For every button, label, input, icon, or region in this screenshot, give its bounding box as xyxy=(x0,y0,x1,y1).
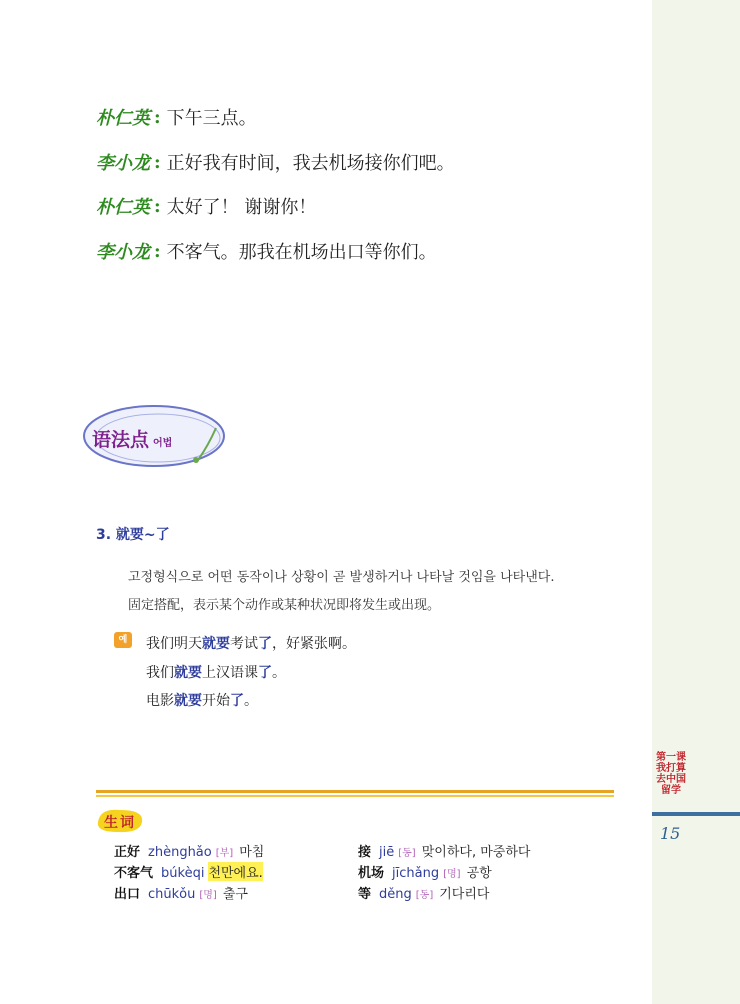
vocab-rule xyxy=(96,795,614,797)
example-sentence xyxy=(146,662,286,682)
example-text: 我们 xyxy=(146,665,174,681)
vocab-entry xyxy=(114,862,263,881)
vocab-pinyin: děng xyxy=(379,887,412,902)
grammar-badge-sub: 어법 xyxy=(153,438,173,449)
speaker: 李小龙 xyxy=(96,242,150,263)
example-text: 。 xyxy=(244,693,258,709)
example-keyword: 就要 xyxy=(174,693,202,709)
vocab-pinyin: búkèqi xyxy=(161,866,205,881)
speaker-colon: : xyxy=(154,240,161,262)
grammar-badge-title: 语法点 xyxy=(92,429,150,451)
lesson-title: 第一课 我打算去中国留学 xyxy=(656,752,686,796)
vocab-entry xyxy=(358,862,492,881)
section-title: 3. 就要~了 xyxy=(96,527,170,543)
example-text: 开始 xyxy=(202,693,230,709)
vocab-word: 不客气 xyxy=(114,866,154,881)
example-text: 。 xyxy=(272,665,286,681)
vocab-word: 机场 xyxy=(358,866,385,881)
explanation-korean: 고정형식으로 어떤 동작이나 상황이 곧 발생하거나 나타날 것임을 나타낸다. xyxy=(128,570,555,585)
vocab-entry xyxy=(358,841,530,860)
dialogue-line xyxy=(96,149,455,175)
speaker-colon: : xyxy=(154,195,161,217)
example-icon: 예 xyxy=(114,632,132,648)
example-text: 电影 xyxy=(146,693,174,709)
example-text: 考试 xyxy=(230,636,258,652)
example-sentence xyxy=(146,633,356,653)
utterance: 太好了！ 谢谢你！ xyxy=(166,197,317,218)
vocab-word: 等 xyxy=(358,887,372,902)
vocab-word: 正好 xyxy=(114,845,141,860)
example-keyword: 就要 xyxy=(202,636,230,652)
vocab-rule xyxy=(96,790,614,793)
speaker: 朴仁英 xyxy=(96,108,150,129)
vocab-meaning: 공항 xyxy=(466,866,492,881)
speaker: 李小龙 xyxy=(96,153,150,174)
dialogue-line xyxy=(96,104,257,130)
vocab-pos: [명] xyxy=(443,869,461,880)
vocab-entry xyxy=(114,883,248,902)
vocab-pos: [동] xyxy=(415,890,434,901)
vocab-entry xyxy=(114,841,264,860)
example-text: 我们明天 xyxy=(146,636,202,652)
vocab-meaning: 천만에요. xyxy=(208,862,262,881)
dialogue-line xyxy=(96,193,316,219)
vocab-pos: [동] xyxy=(398,848,416,859)
vocab-pinyin: jīchǎng xyxy=(392,866,440,881)
example-keyword: 了 xyxy=(258,636,272,652)
side-margin xyxy=(652,0,740,1004)
speaker-colon: : xyxy=(154,151,161,173)
vocab-word: 接 xyxy=(358,845,372,860)
speaker: 朴仁英 xyxy=(96,197,150,218)
vocab-meaning: 맞이하다, 마중하다 xyxy=(421,845,531,860)
vocab-meaning: 출구 xyxy=(222,887,248,902)
vocab-pinyin: chūkǒu xyxy=(148,887,196,902)
grammar-badge xyxy=(92,425,172,452)
vocab-label: 生词 xyxy=(104,815,136,831)
side-divider xyxy=(652,812,740,816)
vocab-entry xyxy=(358,883,489,902)
explanation-chinese: 固定搭配，表示某个动作或某种状况即将发生或出现。 xyxy=(128,598,441,613)
vocab-pos: [명] xyxy=(199,890,217,901)
example-keyword: 就要 xyxy=(174,665,202,681)
example-text: 上汉语课 xyxy=(202,665,258,681)
vocab-pinyin: jiē xyxy=(379,845,395,860)
utterance: 正好我有时间，我去机场接你们吧。 xyxy=(166,153,455,174)
example-sentence xyxy=(146,690,258,710)
page-number: 15 xyxy=(660,824,681,843)
vocab-meaning: 마침 xyxy=(239,845,265,860)
speaker-colon: : xyxy=(154,106,161,128)
vocab-word: 出口 xyxy=(114,887,141,902)
example-text: ，好紧张啊。 xyxy=(272,636,356,652)
example-keyword: 了 xyxy=(258,665,272,681)
vocab-pinyin: zhènghǎo xyxy=(148,845,212,860)
vocab-pos: [부] xyxy=(215,848,234,859)
utterance: 不客气。那我在机场出口等你们。 xyxy=(166,242,437,263)
dialogue-line xyxy=(96,238,437,264)
example-keyword: 了 xyxy=(230,693,244,709)
utterance: 下午三点。 xyxy=(166,108,257,129)
vocab-meaning: 기다리다 xyxy=(439,887,490,902)
